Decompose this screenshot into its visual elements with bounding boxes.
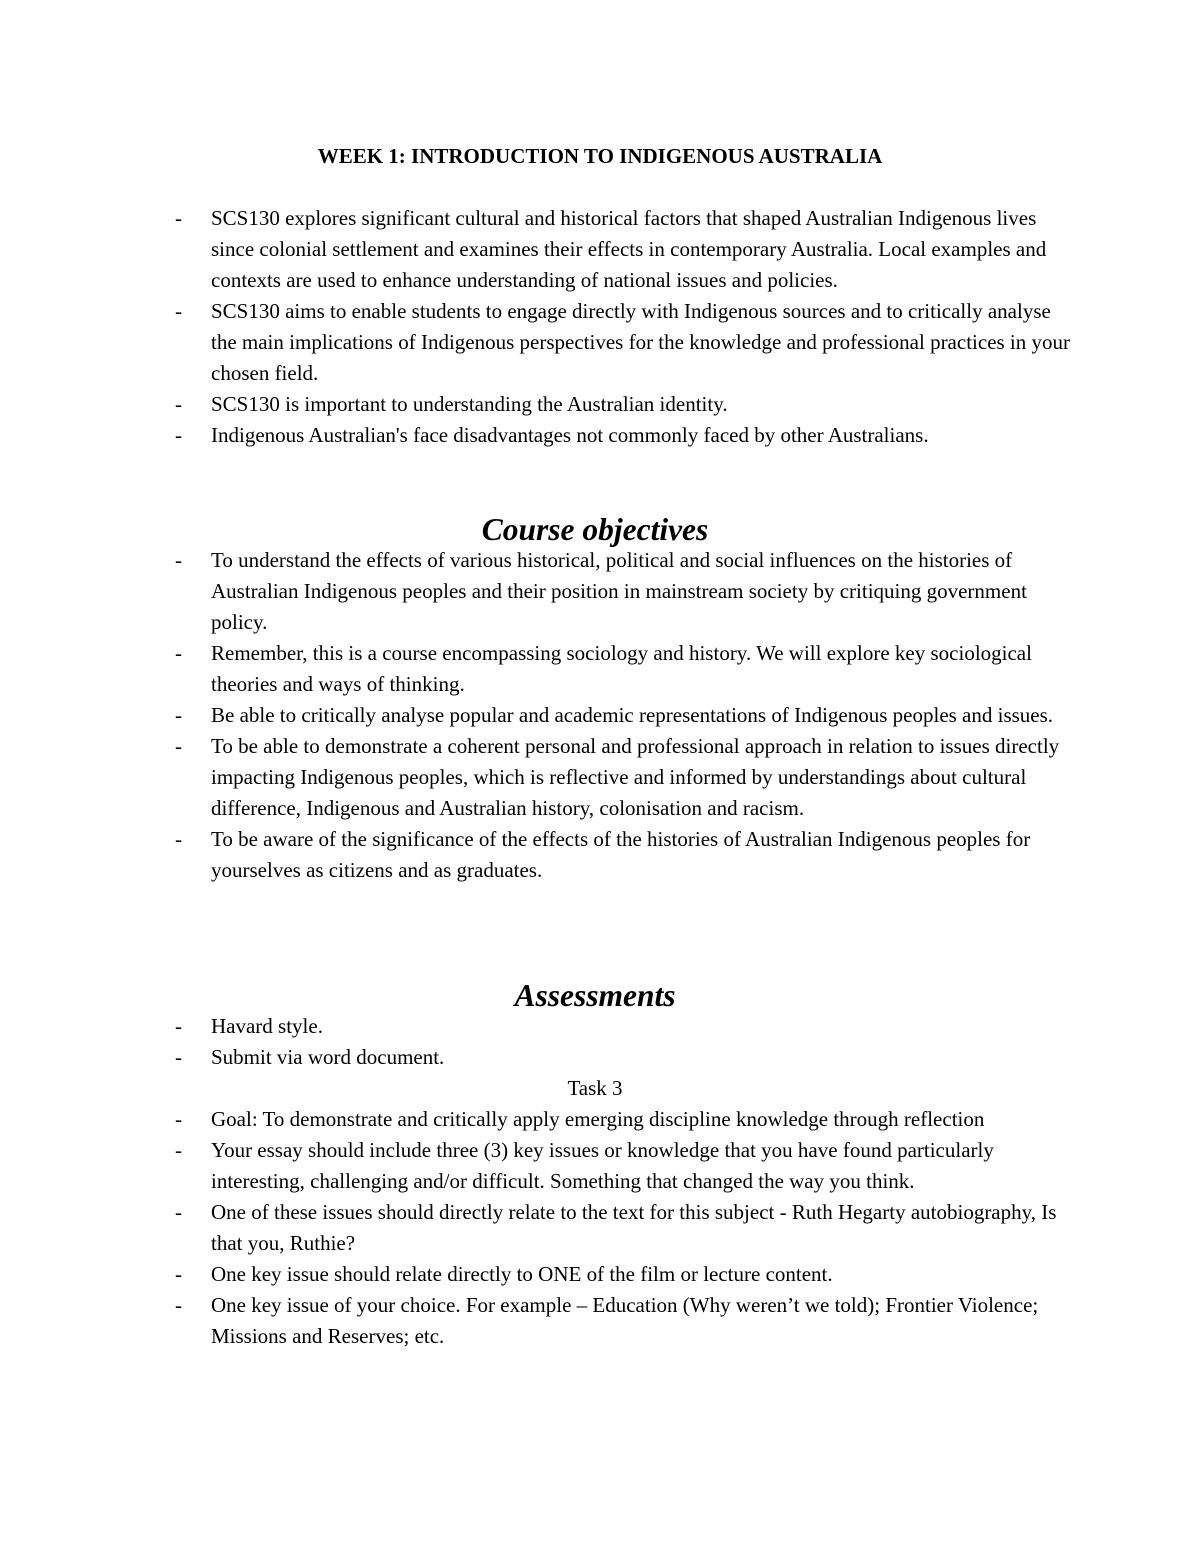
- bullet-dash: -: [175, 1262, 182, 1286]
- bullet-dash: -: [175, 1138, 182, 1162]
- bullet-dash: -: [175, 641, 182, 665]
- list-item-text: One key issue should relate directly to ONE of the film or lecture content.: [211, 1262, 833, 1286]
- bullet-dash: -: [175, 1014, 182, 1038]
- list-item-text: Remember, this is a course encompassing sociology and history. We will explore key sociological theories and ways of thinking.: [211, 641, 1032, 696]
- list-item: [0, 203, 1071, 296]
- list-item: [0, 824, 1071, 886]
- list-item: [0, 545, 1071, 638]
- list-item-text: Goal: To demonstrate and critically apply emerging discipline knowledge through reflection: [211, 1107, 985, 1131]
- course-objectives-heading: Course objectives: [481, 512, 709, 547]
- list-item-text: Your essay should include three (3) key issues or knowledge that you have found particularly interesting, challenging and/or difficult. Something that changed the way you think.: [211, 1138, 994, 1193]
- list-item-text: One of these issues should directly relate to the text for this subject - Ruth Hegarty autobiography, Is that you, Ruthie?: [211, 1200, 1057, 1255]
- bullet-dash: -: [175, 1045, 182, 1069]
- assessments-list: [0, 1011, 1071, 1073]
- bullet-dash: -: [175, 1200, 182, 1224]
- assessments-heading: Assessments: [514, 978, 676, 1013]
- intro-bullet-list: [0, 203, 1071, 451]
- list-item-text: To understand the effects of various historical, political and social influences on the histories of Australian Indigenous peoples and their position in mainstream society by critiquing government policy.: [211, 548, 1027, 634]
- list-item: [0, 420, 1071, 451]
- list-item: [0, 1135, 1071, 1197]
- bullet-dash: -: [175, 392, 182, 416]
- list-item-text: Indigenous Australian's face disadvantages not commonly faced by other Australians.: [211, 423, 929, 447]
- task-label: Task 3: [567, 1076, 623, 1100]
- list-item: [0, 1197, 1071, 1259]
- bullet-dash: -: [175, 423, 182, 447]
- bullet-dash: -: [175, 548, 182, 572]
- list-item-text: One key issue of your choice. For example – Education (Why weren’t we told); Frontier Violence; Missions and Reserves; etc.: [211, 1293, 1039, 1348]
- list-item-text: To be able to demonstrate a coherent personal and professional approach in relation to issues directly impacting Indigenous peoples, which is reflective and informed by understandings about cultural difference, Indigenous and Australian history, colonisation and racism.: [211, 734, 1060, 820]
- bullet-dash: -: [175, 703, 182, 727]
- list-item-text: Be able to critically analyse popular and academic representations of Indigenous peoples and issues.: [211, 703, 1054, 727]
- list-item-text: Havard style.: [211, 1014, 323, 1038]
- list-item: [0, 1011, 1071, 1042]
- bullet-dash: -: [175, 1293, 182, 1317]
- list-item: [0, 731, 1071, 824]
- course-objectives-list: [0, 545, 1071, 886]
- list-item-text: SCS130 explores significant cultural and historical factors that shaped Australian Indigenous lives since colonial settlement and examines their effects in contemporary Australia. Local examples and contexts are used to enhance understanding of national issues and policies.: [211, 206, 1047, 292]
- bullet-dash: -: [175, 1107, 182, 1131]
- list-item-text: Submit via word document.: [211, 1045, 445, 1069]
- list-item-text: To be aware of the significance of the effects of the histories of Australian Indigenous peoples for yourselves as citizens and as graduates.: [211, 827, 1031, 882]
- list-item: [0, 389, 1071, 420]
- task-bullet-list: [0, 1104, 1071, 1352]
- list-item-text: SCS130 is important to understanding the Australian identity.: [211, 392, 728, 416]
- bullet-dash: -: [175, 734, 182, 758]
- list-item: [0, 1042, 1071, 1073]
- list-item: [0, 1104, 1071, 1135]
- list-item-text: SCS130 aims to enable students to engage directly with Indigenous sources and to critically analyse the main implications of Indigenous perspectives for the knowledge and professional practices in your chosen field.: [211, 299, 1071, 385]
- list-item: [0, 1259, 1071, 1290]
- bullet-dash: -: [175, 827, 182, 851]
- list-item: [0, 296, 1071, 389]
- list-item: [0, 638, 1071, 700]
- document-title: WEEK 1: INTRODUCTION TO INDIGENOUS AUSTRALIA: [317, 144, 883, 168]
- bullet-dash: -: [175, 206, 182, 230]
- list-item: [0, 1290, 1071, 1352]
- list-item: [0, 700, 1071, 731]
- bullet-dash: -: [175, 299, 182, 323]
